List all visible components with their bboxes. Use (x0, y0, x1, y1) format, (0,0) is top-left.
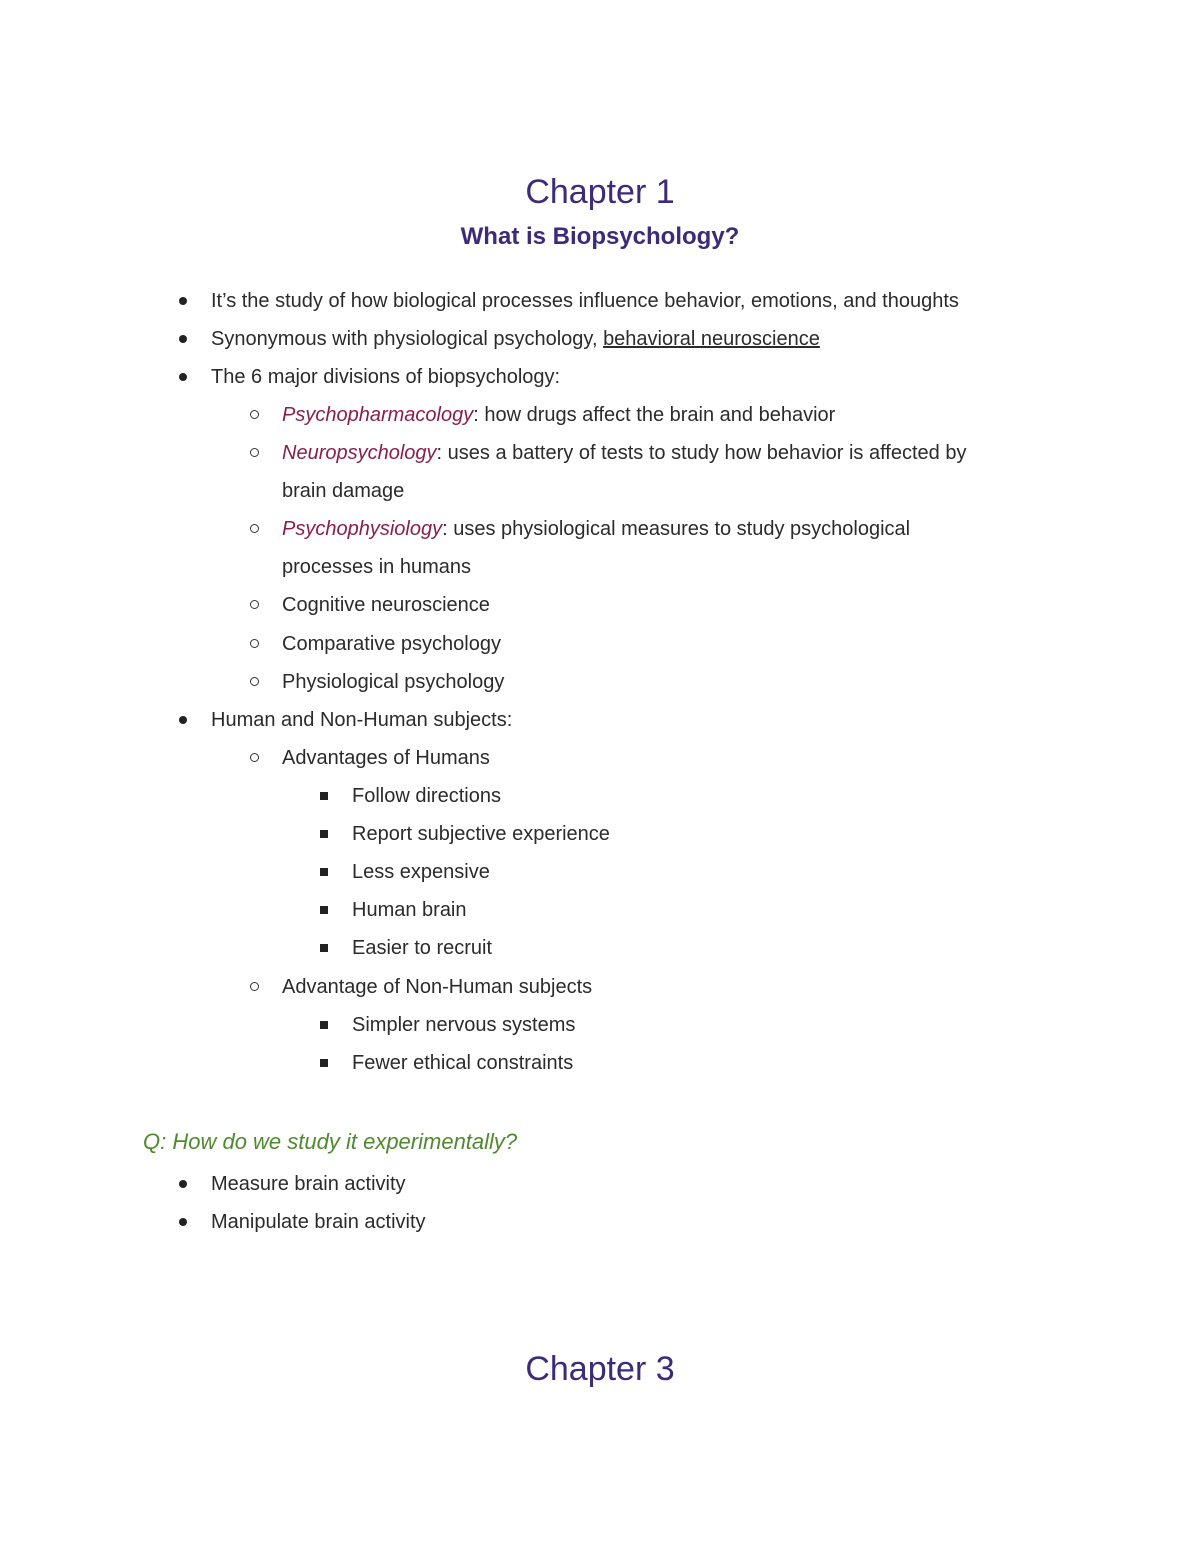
term-neuropsychology: Neuropsychology (282, 442, 437, 464)
list-item: Comparative psychology (282, 633, 501, 655)
list-item: Less expensive (352, 861, 490, 883)
list-item: Human brain (352, 899, 467, 921)
bullet-square-icon (317, 935, 331, 961)
list-item: Measure brain activity (211, 1173, 406, 1195)
list-item: Manipulate brain activity (211, 1211, 426, 1233)
list-item: Fewer ethical constraints (352, 1052, 574, 1074)
bullet-circle-icon (247, 402, 261, 428)
bullet-circle-icon (247, 440, 261, 466)
bullet-circle-icon (247, 516, 261, 542)
list-item: Follow directions (352, 785, 501, 807)
bullet-dot-icon (176, 326, 190, 352)
bullet-circle-icon (247, 974, 261, 1000)
list-item: The 6 major divisions of biopsychology: (211, 366, 561, 388)
list-item-continuation: processes in humans (282, 556, 471, 578)
bullet-dot-icon (176, 707, 190, 733)
term-definition: : uses a battery of tests to study how behavior is affected by (436, 442, 967, 464)
bullet-square-icon (317, 897, 331, 923)
term-definition: : uses physiological measures to study psychological (442, 518, 911, 540)
list-item: Simpler nervous systems (352, 1014, 576, 1036)
bullet-dot-icon (176, 288, 190, 314)
term-psychophysiology: Psychophysiology (282, 518, 443, 540)
behavioral-neuroscience-link[interactable]: behavioral neuroscience (603, 328, 820, 350)
chapter-3-title: Chapter 3 (525, 1350, 675, 1388)
question-heading: Q: How do we study it experimentally? (143, 1129, 518, 1154)
bullet-square-icon (317, 1012, 331, 1038)
list-item: It’s the study of how biological processes influence behavior, emotions, and thoughts (211, 290, 959, 312)
bullet-dot-icon (176, 1209, 190, 1235)
bullet-dot-icon (176, 364, 190, 390)
list-item: Physiological psychology (282, 671, 505, 693)
bullet-square-icon (317, 859, 331, 885)
list-item: Cognitive neuroscience (282, 594, 490, 616)
list-item: Report subjective experience (352, 823, 610, 845)
list-item (211, 326, 820, 352)
bullet-square-icon (317, 821, 331, 847)
list-item (282, 402, 835, 428)
list-item: Advantage of Non-Human subjects (282, 976, 593, 998)
list-item: Human and Non-Human subjects: (211, 709, 513, 731)
bullet-circle-icon (247, 669, 261, 695)
list-item (282, 516, 910, 542)
chapter-1-title: Chapter 1 (525, 173, 675, 211)
bullet-square-icon (317, 1050, 331, 1076)
bullet-circle-icon (247, 631, 261, 657)
bullet-dot-icon (176, 1171, 190, 1197)
list-item: Easier to recruit (352, 937, 493, 959)
bullet-circle-icon (247, 592, 261, 618)
list-item-text: Synonymous with physiological psychology, (211, 328, 604, 350)
list-item (282, 440, 966, 466)
term-definition: : how drugs affect the brain and behavior (473, 404, 836, 426)
list-item-continuation: brain damage (282, 480, 405, 502)
list-item: Advantages of Humans (282, 747, 490, 769)
chapter-1-subtitle: What is Biopsychology? (460, 223, 740, 250)
term-psychopharmacology: Psychopharmacology (282, 404, 474, 426)
bullet-circle-icon (247, 745, 261, 771)
bullet-square-icon (317, 783, 331, 809)
